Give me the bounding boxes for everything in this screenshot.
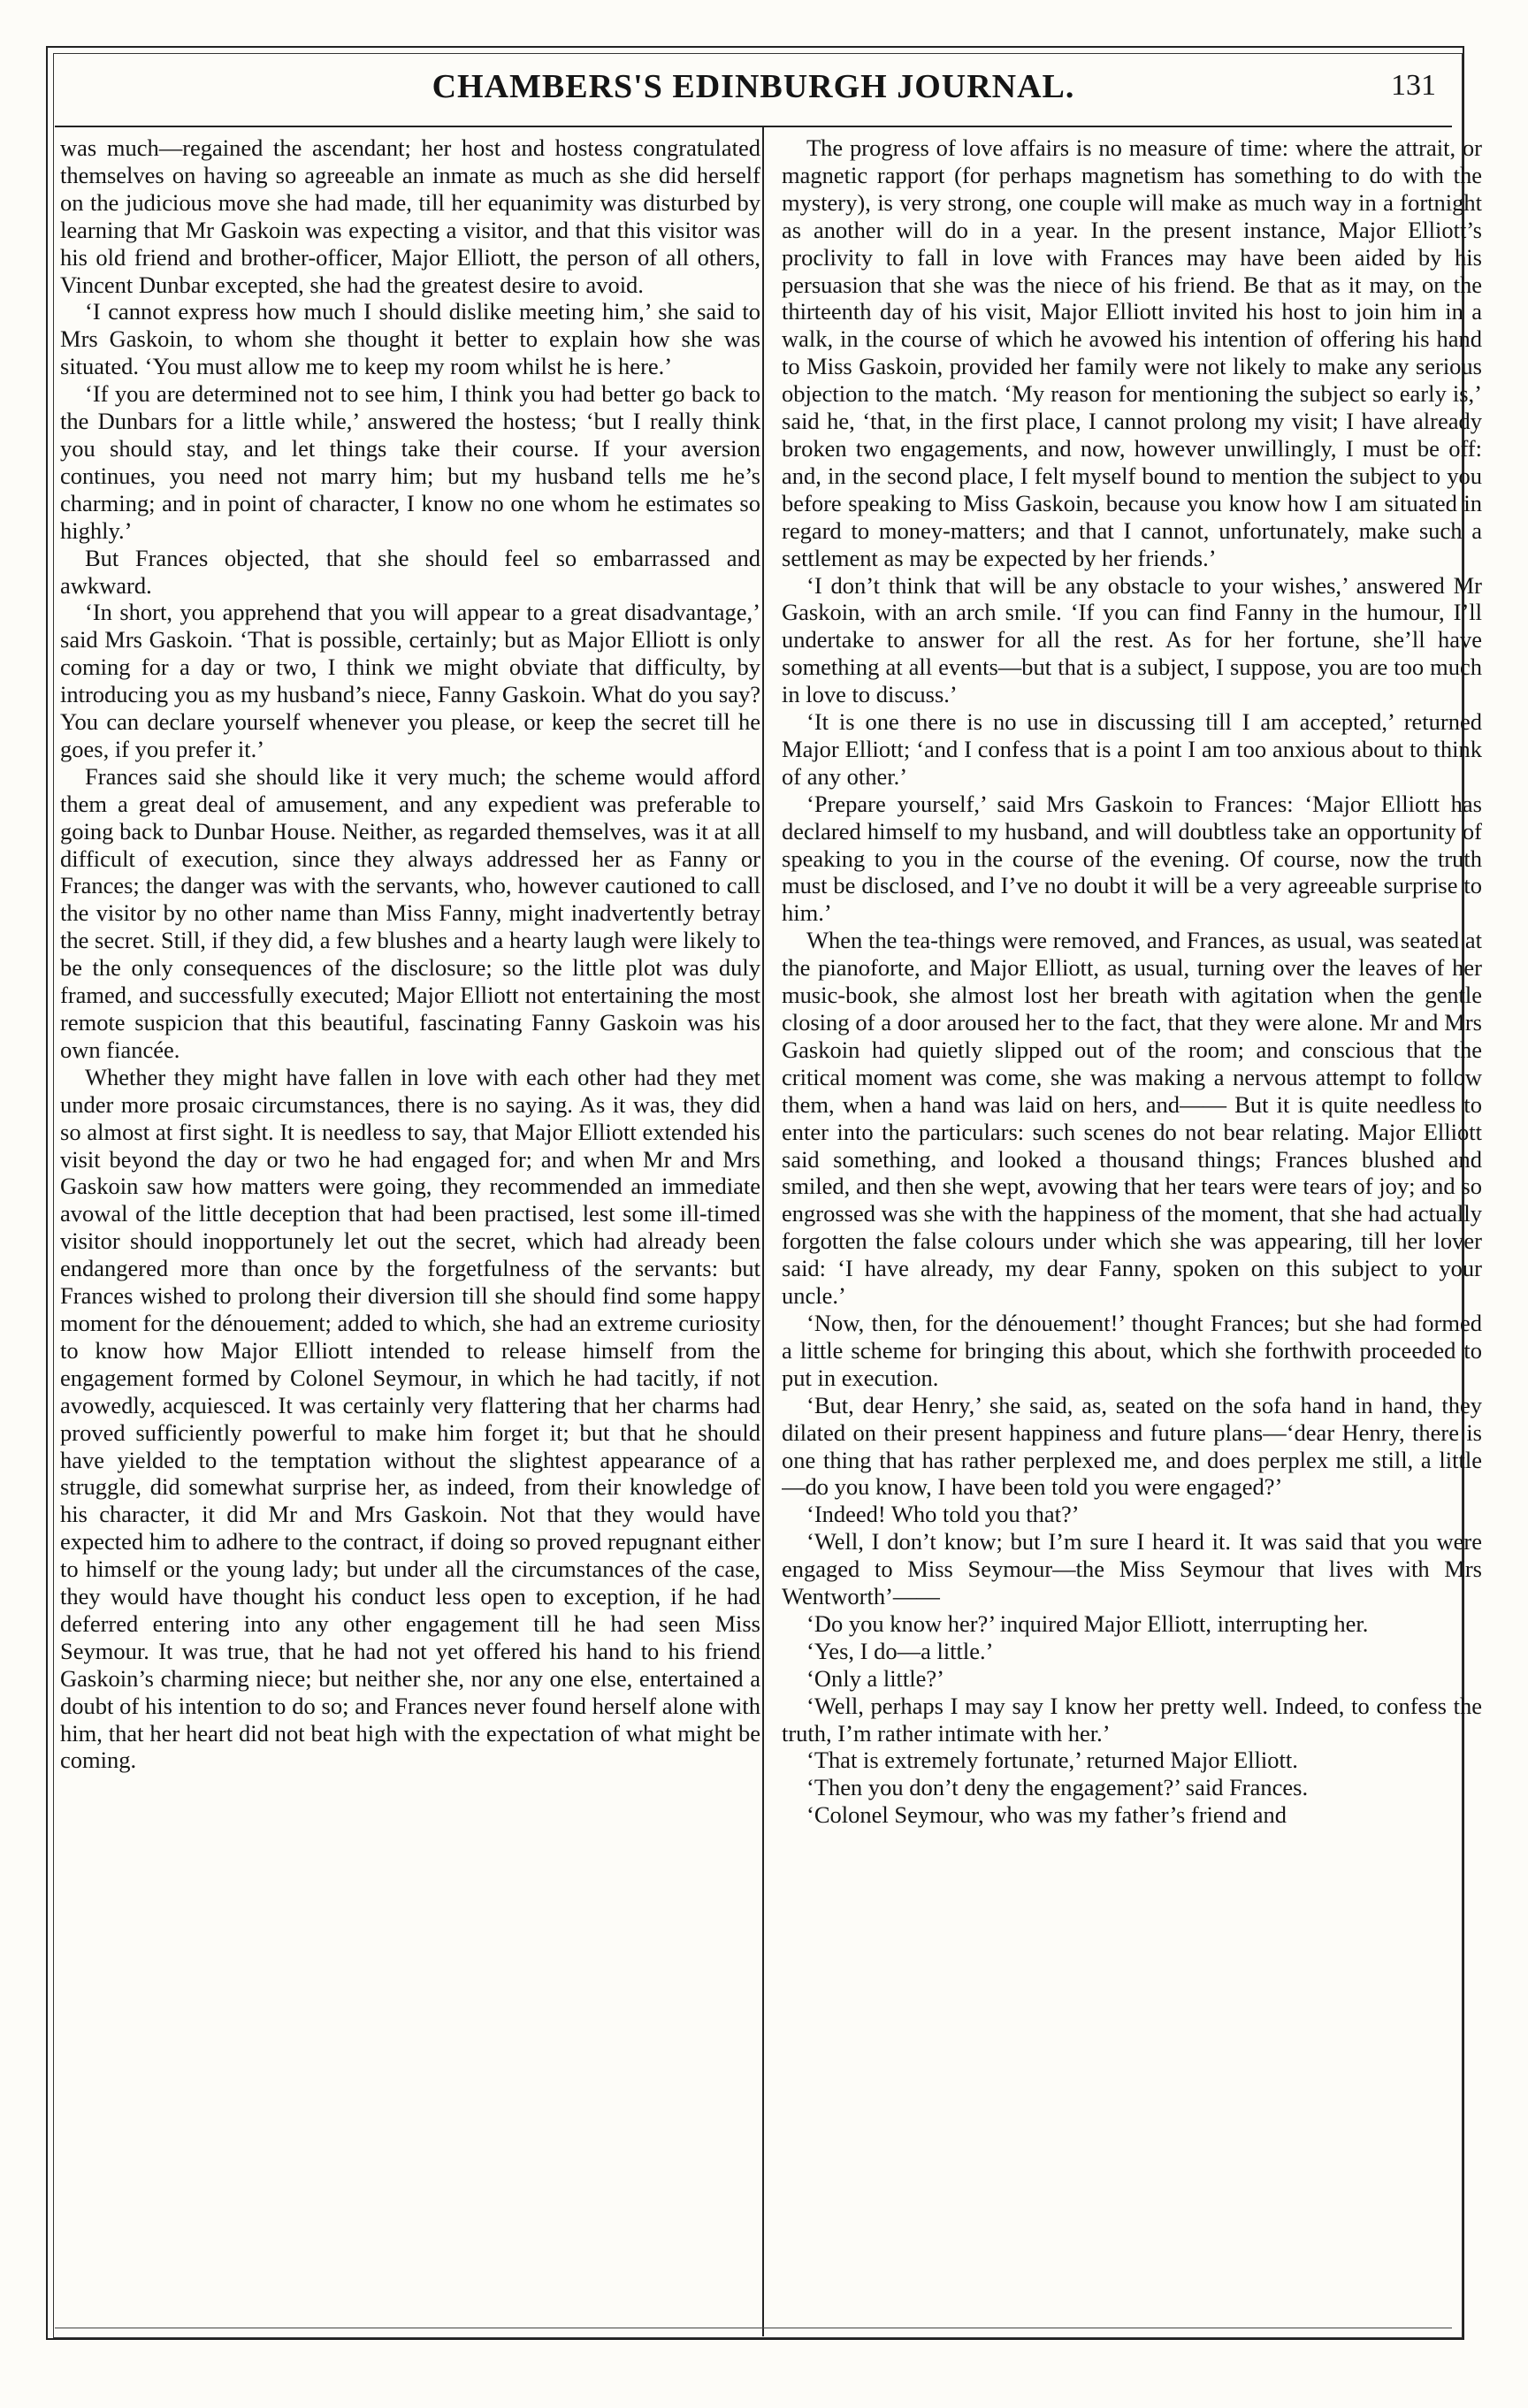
paragraph: ‘Indeed! Who told you that?’ bbox=[806, 1501, 1080, 1528]
paragraph: Whether they might have fallen in love with each other had they met under more prosaic circumstances, there is no saying. As it was, they did so almost at first sight. It is needless to say, that Major Elliott extended his visit beyond the day or two he had engaged for; and when Mr and Mrs Gaskoin saw how matters were going, they recommended an immediate avowal of the little deception that had been practised, lest some ill-timed visitor should inopportunely let out the secret, which had already been endangered more than once by the forgetfulness of the servants: but Frances wished to prolong their diversion till she should find some happy moment for the dénouement; added to which, she had an extreme curiosity to know how Major Elliott intended to release himself from the engagement formed by Colonel Seymour, in which he had tacitly, if not avowedly, acquiesced. It was certainly very flattering that her charms had proved sufficiently powerful to make him forget it; but that he should have yielded to the temptation without the slightest appearance of a struggle, did somewhat surprise her, as indeed, from their knowledge of his character, it did Mr and Mrs Gaskoin. Not that they would have expected him to adhere to the contract, if doing so proved repugnant either to himself or the young lady; but under all the circumstances of the case, they would have thought his conduct less open to exception, if he had deferred entering into any other engagement till he had seen Miss Seymour. It was true, that he had not yet offered his hand to his friend Gaskoin’s charming niece; but neither she, nor any one else, entertained a doubt of his intention to do so; and Frances never found herself alone with him, that her heart did not beat high with the expectation of what might be coming. bbox=[60, 1063, 760, 1774]
paragraph: ‘I cannot express how much I should dislike meeting him,’ she said to Mrs Gaskoin, to whom she thought it better to explain how she was situated. ‘You must allow me to keep my room whilst he is here.’ bbox=[60, 298, 760, 380]
paragraph: ‘Well, I don’t know; but I’m sure I heard it. It was said that you were engaged to Miss Seymour—the Miss Seymour that lives with Mrs Wentworth’—— bbox=[782, 1528, 1482, 1610]
left-column bbox=[60, 134, 760, 2328]
header-rule bbox=[55, 126, 1452, 127]
paragraph: Frances said she should like it very much; the scheme would afford them a great deal of amusement, and any expedient was preferable to going back to Dunbar House. Neither, as regarded themselves, was it at all difficult of execution, since they always addressed her as Fanny or Frances; the danger was with the servants, who, however cautioned to call the visitor by no other name than Miss Fanny, might inadvertently betray the secret. Still, if they did, a few blushes and a hearty laugh were likely to be the only consequences of the disclosure; so the little plot was duly framed, and successfully executed; Major Elliott not entertaining the most remote suspicion that this beautiful, fascinating Fanny Gaskoin was his own fiancée. bbox=[60, 762, 760, 1063]
page-header bbox=[55, 58, 1452, 126]
paragraph: The progress of love affairs is no measure of time: where the attrait, or magnetic rapport (for perhaps magnetism has something to do with the mystery), is very strong, one couple will make as much way in a fortnight as another will do in a year. In the present instance, Major Elliott’s proclivity to fall in love with Frances may have been aided by his persuasion that she was the niece of his friend. Be that as it may, on the thirteenth day of his visit, Major Elliott invited his host to join him in a walk, in the course of which he avowed his intention of offering his hand to Miss Gaskoin, provided her family were not likely to make any serious objection to the match. ‘My reason for mentioning the subject so early is,’ said he, ‘that, in the first place, I cannot prolong my visit; I have already broken two engagements, and now, however unwillingly, I must be off: and, in the second place, I felt myself bound to mention the subject to you before speaking to Miss Gaskoin, because you know how I am situated in regard to money-matters; and that I cannot, unfortunately, make such a settlement as may be expected by her friends.’ bbox=[782, 134, 1482, 571]
paragraph: ‘Well, perhaps I may say I know her pretty well. Indeed, to confess the truth, I’m rather intimate with her.’ bbox=[782, 1692, 1482, 1747]
paragraph: ‘It is one there is no use in discussing till I am accepted,’ returned Major Elliott; ‘and I confess that is a point I am too anxious about to think of any other.’ bbox=[782, 708, 1482, 790]
right-column bbox=[782, 134, 1482, 2328]
paragraph: ‘If you are determined not to see him, I think you had better go back to the Dunbars for a little while,’ answered the hostess; ‘but I really think you should stay, and let things take their course. If your aversion continues, you need not marry him; but my husband tells me he’s charming; and in point of character, I know no one whom he estimates so highly.’ bbox=[60, 380, 760, 544]
paragraph: ‘In short, you apprehend that you will appear to a great disadvantage,’ said Mrs Gaskoin. ‘That is possible, certainly; but as Major Elliott is only coming for a day or two, I think we might obviate that difficulty, by introducing you as my husband’s niece, Fanny Gaskoin. What do you say? You can declare yourself whenever you please, or keep the secret till he goes, if you prefer it.’ bbox=[60, 599, 760, 762]
paragraph: ‘Now, then, for the dénouement!’ thought Frances; but she had formed a little scheme for bringing this about, which she forthwith proceeded to put in execution. bbox=[782, 1309, 1482, 1391]
paragraph: When the tea-things were removed, and Frances, as usual, was seated at the pianoforte, and Major Elliott, as usual, turning over the leaves of her music-book, she almost lost her breath with agitation when the gentle closing of a door aroused her to the fact, that they were alone. Mr and Mrs Gaskoin had quietly slipped out of the room; and conscious that the critical moment was come, she was making a nervous attempt to follow them, when a hand was laid on hers, and—— But it is quite needless to enter into the particulars: such scenes do not bear relating. Major Elliott said something, and looked a thousand things; Frances blushed and smiled, and then she wept, avowing that her tears were tears of joy; and so engrossed was she with the happiness of the moment, that she had actually forgotten the false colours under which she was appearing, till her lover said: ‘I have already, my dear Fanny, spoken on this subject to your uncle.’ bbox=[782, 927, 1482, 1310]
paragraph: ‘Only a little?’ bbox=[806, 1664, 944, 1692]
paragraph: was much—regained the ascendant; her host and hostess congratulated themselves on having so agreeable an inmate as much as she did herself on the judicious move she had made, till her equanimity was disturbed by learning that Mr Gaskoin was expecting a visitor, and that this visitor was his old friend and brother-officer, Major Elliott, the person of all others, Vincent Dunbar excepted, she had the greatest desire to avoid. bbox=[60, 134, 760, 298]
paragraph: ‘I don’t think that will be any obstacle to your wishes,’ answered Mr Gaskoin, with an arch smile. ‘If you can find Fanny in the humour, I’ll undertake to answer for all the rest. As for her fortune, she’ll have something at all events—but that is a subject, I suppose, you are too much in love to discuss.’ bbox=[782, 571, 1482, 708]
paragraph: ‘Yes, I do—a little.’ bbox=[806, 1637, 994, 1664]
column-divider bbox=[762, 127, 764, 2336]
paragraph: ‘But, dear Henry,’ she said, as, seated on the sofa hand in hand, they dilated on their present happiness and future plans—‘dear Henry, there is one thing that has rather perplexed me, and does perplex me still, a little —do you know, I have been told you were engaged?’ bbox=[782, 1391, 1482, 1501]
paragraph: ‘Colonel Seymour, who was my father’s friend and bbox=[806, 1801, 1287, 1829]
paragraph: ‘Do you know her?’ inquired Major Elliott, interrupting her. bbox=[806, 1609, 1369, 1637]
paragraph: ‘Prepare yourself,’ said Mrs Gaskoin to Frances: ‘Major Elliott has declared himself to my husband, and will doubtless take an opportunity of speaking to you in the course of the evening. Of course, now the truth must be disclosed, and I’ve no doubt it will be a very agreeable surprise to him.’ bbox=[782, 790, 1482, 927]
paragraph: ‘Then you don’t deny the engagement?’ said Frances. bbox=[806, 1774, 1309, 1801]
paragraph: ‘That is extremely fortunate,’ returned Major Elliott. bbox=[806, 1747, 1298, 1774]
journal-title: CHAMBERS'S EDINBURGH JOURNAL. bbox=[432, 68, 1075, 105]
page-number: 131 bbox=[1391, 69, 1436, 102]
paragraph: But Frances objected, that she should feel so embarrassed and awkward. bbox=[60, 544, 760, 599]
